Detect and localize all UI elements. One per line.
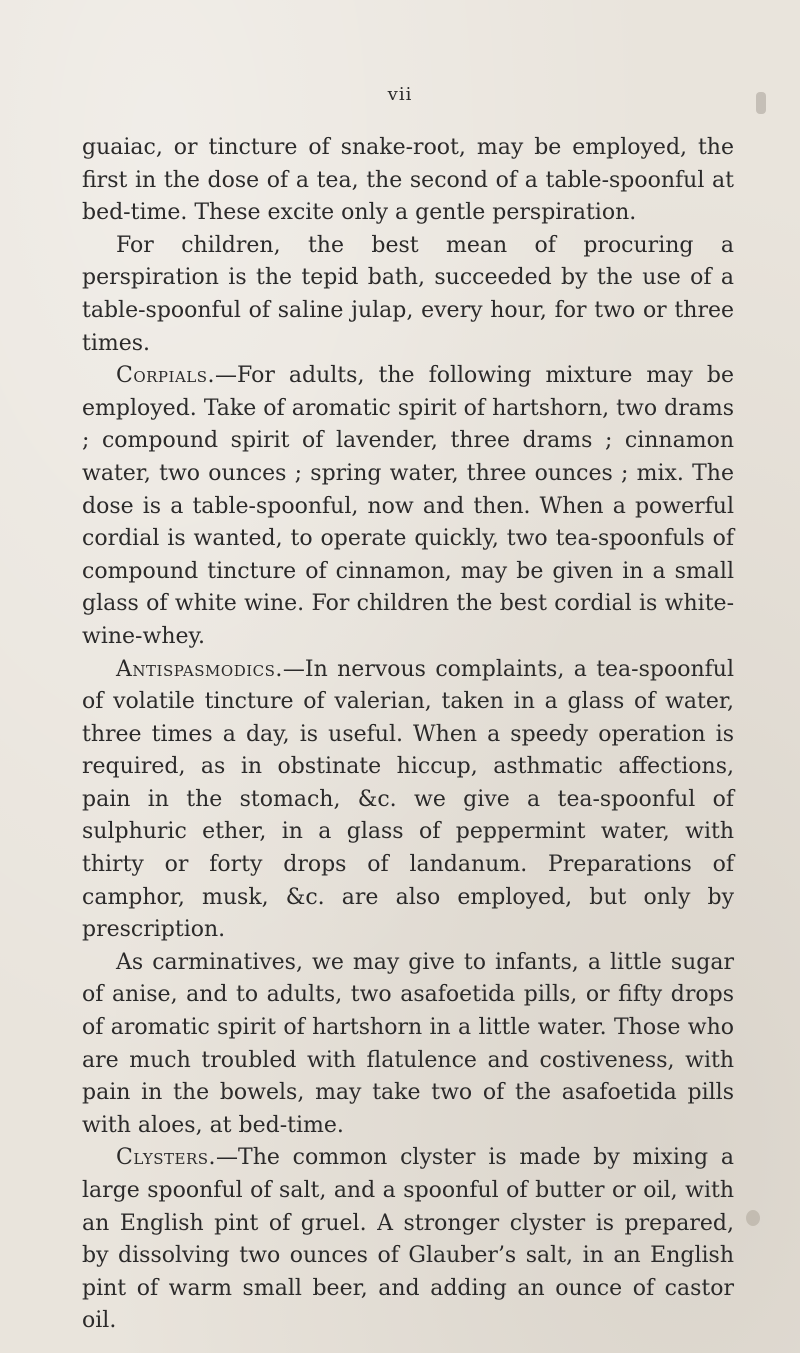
antispasmodics-text: —In nervous complaints, a tea-spoonful of volatile tincture of valerian, taken in a glass of water, three times a day, is useful. When a speedy operation is required, as in obstinate hiccup, asthmatic affections, pain in the stomach, &c. we give a tea-spoonful of sulphuric ether, in a glass of peppermint water, with thirty or forty drops of landanum. Preparations of camphor, musk, &c. are also employed, but only by prescription. — [82, 656, 734, 943]
section-heading-clysters: Clysters. — [116, 1145, 217, 1171]
section-heading-antispasmodics: Antispasmodics. — [116, 656, 283, 682]
paragraph-continuation: guaiac, or tincture of snake-root, may be employed, the first in the dose of a tea, the second of a table-spoonful at bed-time. These excite only a gentle perspiration. — [82, 135, 734, 226]
paragraph-children-perspiration: For children, the best mean of procuring a perspiration is the tepid bath, succeeded by the use of a table-spoonful of saline julap, every hour, for two or three times. — [82, 232, 734, 356]
paragraph-carminatives: As carminatives, we may give to infants, a little sugar of anise, and to adults, two asafoetida pills, or fifty drops of aromatic spirit of hartshorn in a little water. Those who are much troubled with flatulence and costiveness, with pain in the bowels, may take two of the asafoetida pills with aloes, at bed-time. — [82, 949, 734, 1138]
cordials-text: —For adults, the following mixture may be employed. Take of aromatic spirit of hartshorn, two drams ; compound spirit of lavender, three drams ; cinnamon water, two ounces ; spring water, three ounces ; mix. The dose is a table-spoonful, now and then. When a powerful cordial is wanted, to operate quickly, two tea-spoonfuls of compound tincture of cinnamon, may be given in a small glass of white wine. For children the best cordial is white-wine-whey. — [82, 363, 734, 649]
body-text — [82, 132, 734, 1338]
page-number: vii — [387, 84, 413, 105]
paragraph-clysters — [82, 1142, 734, 1338]
section-heading-cordials: Corpials. — [116, 363, 216, 389]
paragraph-cordials — [82, 360, 734, 653]
paragraph-antispasmodics — [82, 654, 734, 947]
paper-stain — [756, 92, 766, 114]
clysters-text: —The common clyster is made by mixing a large spoonful of salt, and a spoonful of butter or oil, with an English pint of gruel. A stronger clyster is prepared, by dissolving two ounces of Glauber’s salt, in an English pint of warm small beer, and adding an ounce of castor oil. — [82, 1145, 734, 1334]
paper-stain — [746, 1210, 760, 1226]
